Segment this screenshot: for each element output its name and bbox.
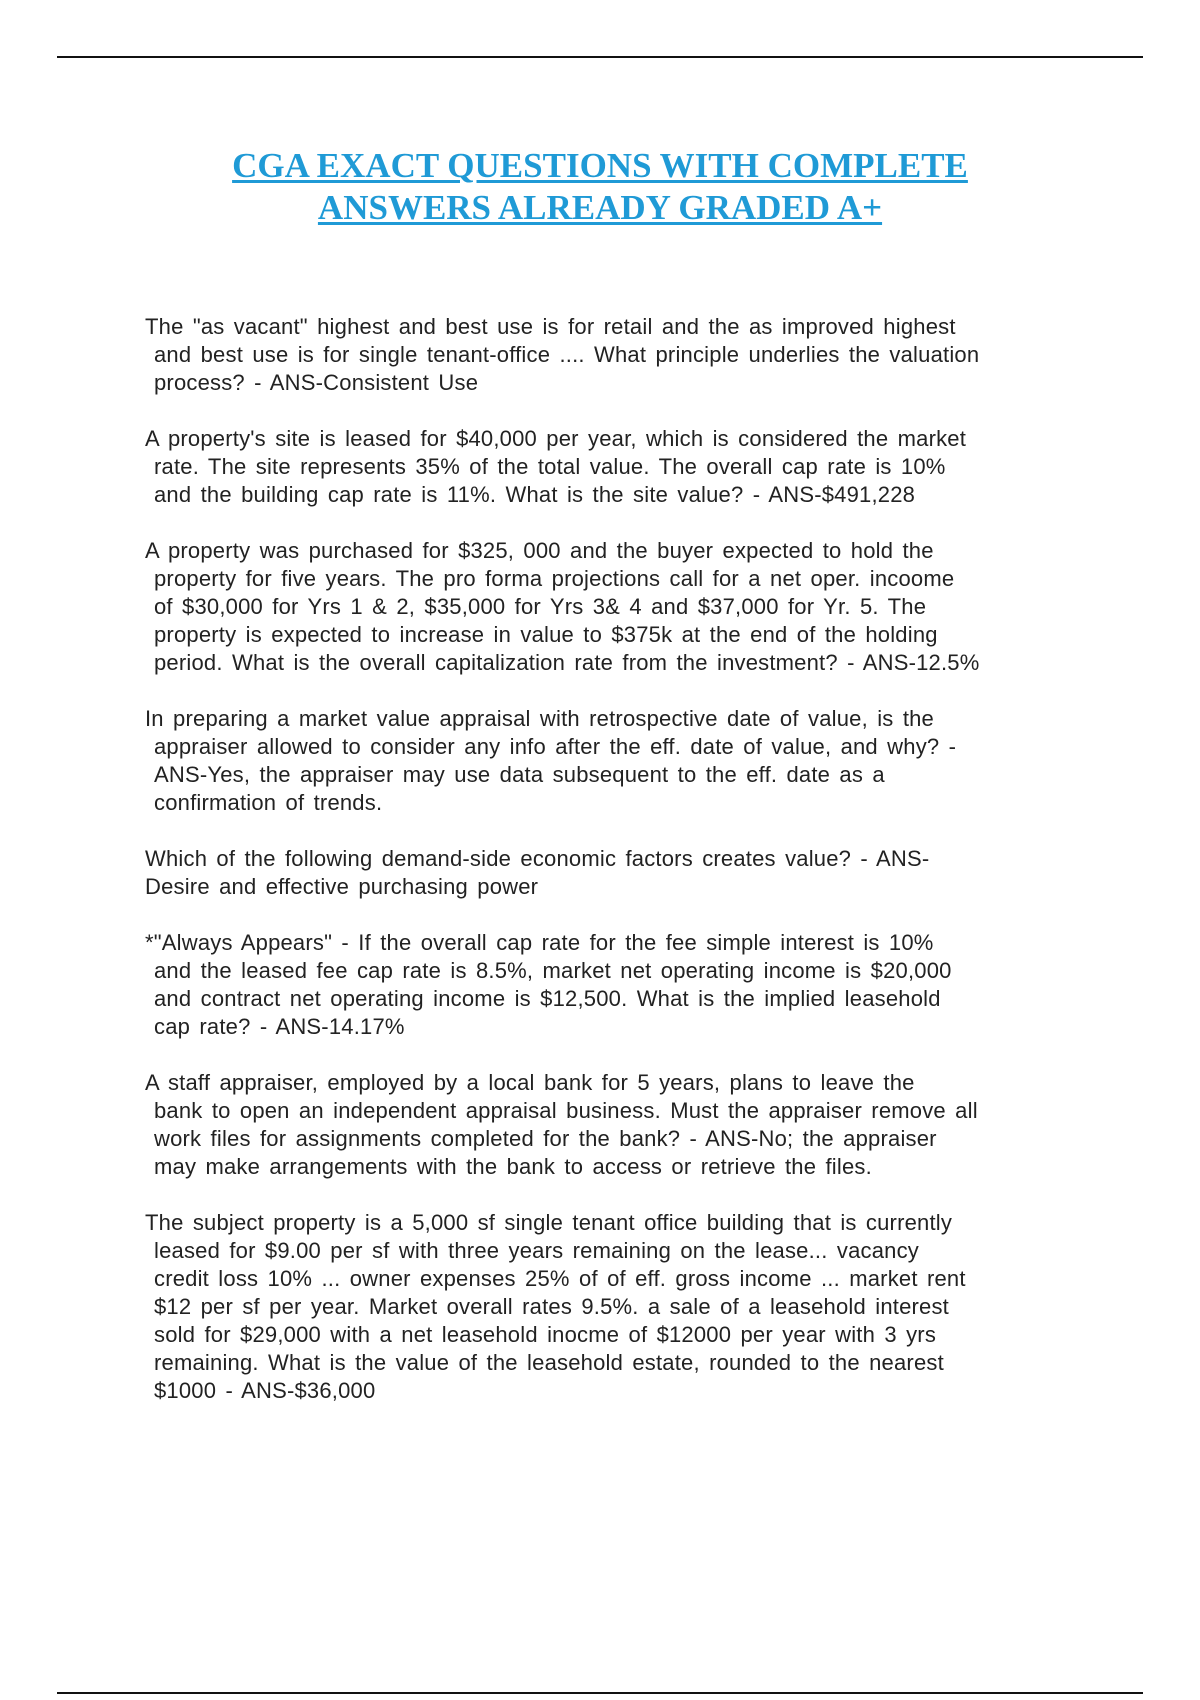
title-line-1: CGA EXACT QUESTIONS WITH COMPLETE <box>232 146 968 185</box>
qa-line: A staff appraiser, employed by a local bank for 5 years, plans to leave the <box>145 1070 915 1095</box>
title-line-2: ANSWERS ALREADY GRADED A+ <box>317 188 883 227</box>
qa-item <box>145 313 1085 397</box>
qa-line: may make arrangements with the bank to access or retrieve the files. <box>154 1154 872 1179</box>
qa-line: process? - ANS-Consistent Use <box>154 370 479 395</box>
qa-line: leased for $9.00 per sf with three years remaining on the lease... vacancy <box>154 1238 919 1263</box>
qa-item <box>145 537 1085 677</box>
qa-line: The "as vacant" highest and best use is for retail and the as improved highest <box>145 314 956 339</box>
qa-line: confirmation of trends. <box>154 790 383 815</box>
qa-item <box>145 929 1085 1041</box>
qa-line: A property was purchased for $325, 000 and the buyer expected to hold the <box>145 538 934 563</box>
qa-line: Which of the following demand-side economic factors creates value? - ANS- <box>145 846 930 871</box>
qa-line: sold for $29,000 with a net leasehold inocme of $12000 per year with 3 yrs <box>154 1322 937 1347</box>
qa-item <box>145 425 1085 509</box>
qa-line: *"Always Appears" - If the overall cap rate for the fee simple interest is 10% <box>145 930 934 955</box>
qa-item <box>145 845 1085 901</box>
qa-line: cap rate? - ANS-14.17% <box>154 1014 405 1039</box>
qa-line: remaining. What is the value of the leasehold estate, rounded to the nearest <box>154 1350 944 1375</box>
qa-list <box>145 313 1085 1433</box>
qa-line: credit loss 10% ... owner expenses 25% of of eff. gross income ... market rent <box>154 1266 966 1291</box>
qa-line: ANS-Yes, the appraiser may use data subsequent to the eff. date as a <box>154 762 885 787</box>
qa-line: and best use is for single tenant-office .... What principle underlies the valuation <box>154 342 980 367</box>
top-rule <box>57 56 1143 58</box>
document-title <box>0 145 1200 229</box>
qa-line: period. What is the overall capitalization rate from the investment? - ANS-12.5% <box>154 650 980 675</box>
qa-line: $1000 - ANS-$36,000 <box>154 1378 376 1403</box>
bottom-rule <box>57 1692 1143 1694</box>
qa-line: work files for assignments completed for the bank? - ANS-No; the appraiser <box>154 1126 937 1151</box>
qa-line: In preparing a market value appraisal with retrospective date of value, is the <box>145 706 934 731</box>
qa-line: and contract net operating income is $12,500. What is the implied leasehold <box>154 986 941 1011</box>
qa-line: A property's site is leased for $40,000 per year, which is considered the market <box>145 426 967 451</box>
qa-line: rate. The site represents 35% of the total value. The overall cap rate is 10% <box>154 454 946 479</box>
qa-line: The subject property is a 5,000 sf single tenant office building that is currently <box>145 1210 953 1235</box>
qa-item <box>145 1069 1085 1181</box>
qa-line: $12 per sf per year. Market overall rates 9.5%. a sale of a leasehold interest <box>154 1294 949 1319</box>
qa-line: bank to open an independent appraisal business. Must the appraiser remove all <box>154 1098 978 1123</box>
qa-item <box>145 705 1085 817</box>
qa-line: Desire and effective purchasing power <box>145 874 539 899</box>
qa-line: appraiser allowed to consider any info after the eff. date of value, and why? - <box>154 734 957 759</box>
qa-line: of $30,000 for Yrs 1 & 2, $35,000 for Yrs 3& 4 and $37,000 for Yr. 5. The <box>154 594 927 619</box>
qa-line: and the leased fee cap rate is 8.5%, market net operating income is $20,000 <box>154 958 952 983</box>
qa-line: and the building cap rate is 11%. What is the site value? - ANS-$491,228 <box>154 482 916 507</box>
qa-item <box>145 1209 1085 1405</box>
qa-line: property is expected to increase in value to $375k at the end of the holding <box>154 622 938 647</box>
qa-line: property for five years. The pro forma projections call for a net oper. incoome <box>154 566 955 591</box>
